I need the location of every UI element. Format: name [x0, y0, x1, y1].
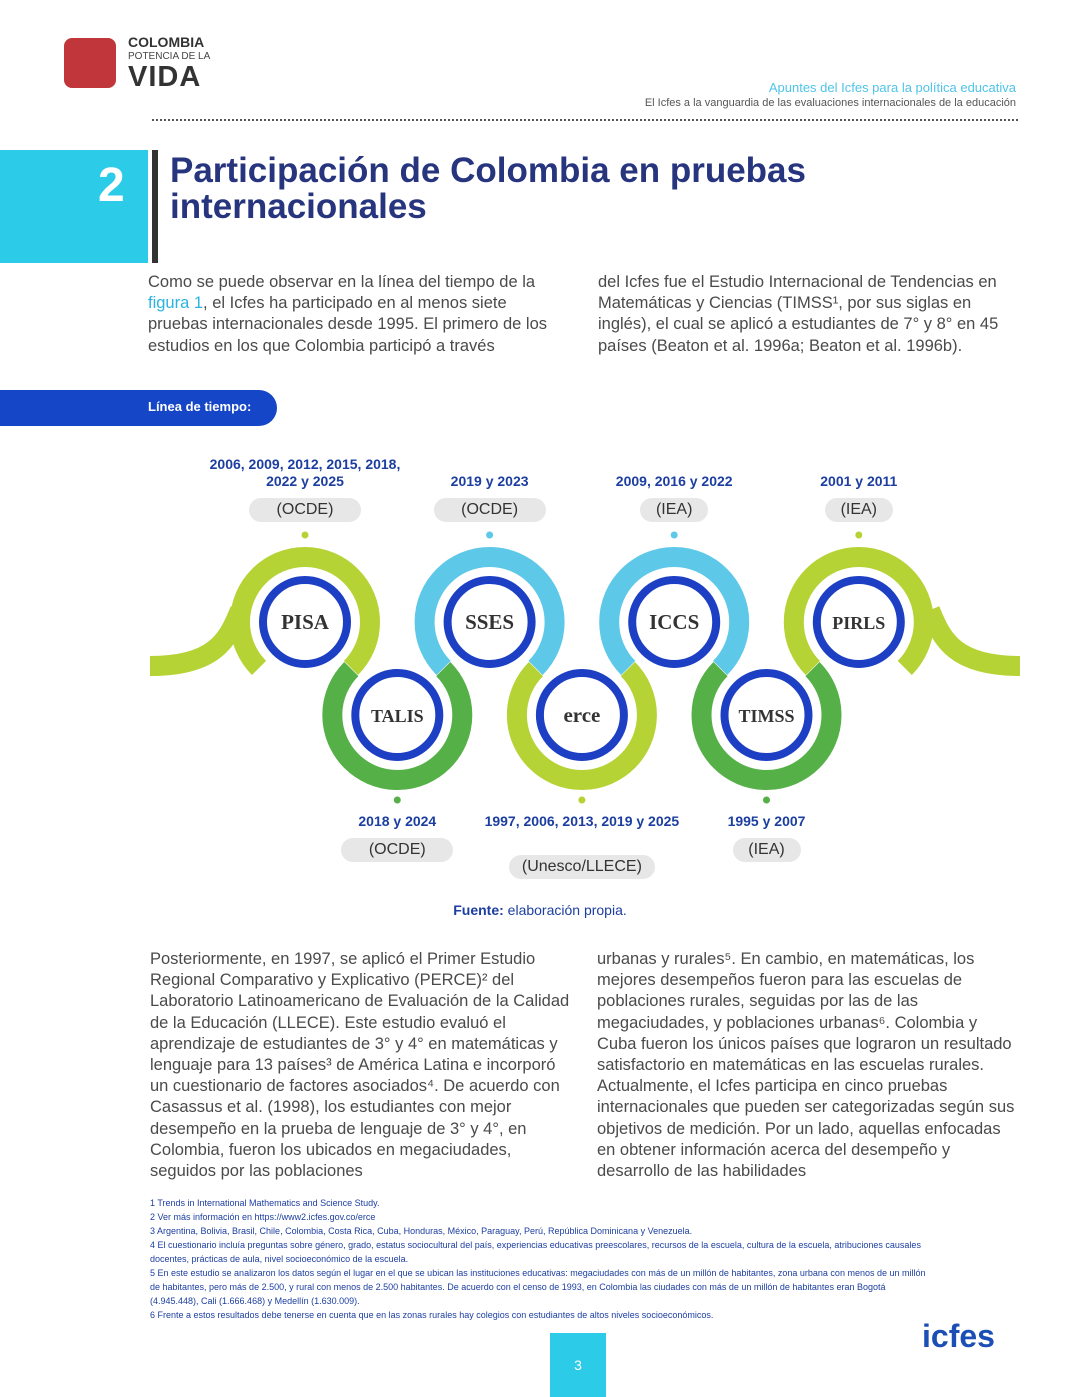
- footnote: 6 Frente a estos resultados debe tenerse en cuenta que en las zonas rurales hay colegios con estudiantes de altos niveles socioeconómicos.: [150, 1310, 714, 1320]
- timeline-dot: [671, 532, 678, 539]
- timss-logo: TIMSS: [738, 706, 795, 726]
- footnote: 3 Argentina, Bolivia, Brasil, Chile, Colombia, Costa Rica, Cuba, Honduras, México, Paraguay, Perú, República Dominicana y Venezuela.: [150, 1226, 693, 1236]
- logo-text: COLOMBIA: [128, 34, 205, 50]
- page-title: Participación de Colombia en pruebas internacionales: [170, 151, 806, 226]
- text: Como se puede observar en la línea del tiempo de la: [148, 273, 536, 291]
- talis-logo: TALIS: [370, 706, 424, 726]
- figure-link[interactable]: figura 1: [148, 294, 204, 313]
- footnote: 1 Trends in International Mathematics and Science Study.: [150, 1198, 380, 1208]
- intro-right: del Icfes fue el Estudio Internacional de Tendencias en Matemáticas y Ciencias (TIMSS¹, por sus siglas en inglés), el cual se aplicó a estudiantes de 7° y 8° en 45 países (Beaton et al. 1996a; Beaton et al. 1996b).: [598, 273, 999, 355]
- timeline-years: 2019 y 2023: [450, 473, 529, 489]
- timeline-track: [930, 610, 1020, 666]
- page-number: 3: [550, 1333, 606, 1397]
- timeline-years: 2006, 2009, 2012, 2015, 2018, 2022 y 2025: [209, 456, 401, 489]
- timeline-org-badge: (OCDE): [249, 498, 361, 522]
- logo-text: POTENCIA DE LA: [128, 51, 211, 62]
- timeline-years: 2018 y 2024: [358, 813, 437, 829]
- timeline-dot: [302, 532, 309, 539]
- timeline-track: [150, 610, 240, 666]
- timeline-org-badge: (IEA): [640, 498, 708, 522]
- timeline-org-badge: (Unesco/LLECE): [509, 855, 655, 879]
- timeline-dot: [855, 532, 862, 539]
- figure-source: [0, 902, 1080, 918]
- body-left: Posteriormente, en 1997, se aplicó el Primer Estudio Regional Comparativo y Explicativo (PERCE)² del Laboratorio Latinoamericano de Evaluación de la Calidad de la Educación (LLECE). Este estudio evaluó el aprendizaje de estudiantes de 3° y 4° en matemáticas y lenguaje para 13 países³ de América Latina e incorporó un cuestionario de factores asociados⁴. De acuerdo con Casassus et al. (1998), los estudiantes con mejor desempeño en la prueba de lenguaje de 3° y 4°, en Colombia, fueron los ubicados en megaciudades, seguidos por las poblaciones: [150, 950, 570, 1181]
- sses-logo: SSES: [465, 610, 515, 634]
- timeline-org-badge: (OCDE): [341, 838, 453, 862]
- footnote: 5 En este estudio se analizaron los datos según el lugar en el que se ubican las instituciones educativas: megaciudades con más de un millón de habitantes, zona urbana con menos de un millón de habitantes, pero más de 2.500, y rural con menos de 2.500 habitantes. De acuerdo con el censo de 1993, en Colombia las ciudades con más de un millón de habitantes eran Bogotá (4.945.448), Cali (1.666.468) y Medellín (1.630.009).: [150, 1268, 926, 1306]
- text: , el Icfes ha participado en al menos siete pruebas internacionales desde 1995. El primero de los estudios en los que Colombia participó a través: [148, 294, 547, 355]
- series-subtitle: El Icfes a la vanguardia de las evaluaciones internacionales de la educación: [644, 97, 1016, 109]
- timeline-dot: [578, 797, 585, 804]
- timeline-label: Línea de tiempo:: [0, 390, 277, 426]
- erce-logo: erce: [563, 703, 601, 727]
- timeline-org-badge: (IEA): [825, 498, 893, 522]
- pirls-logo: PIRLS: [832, 613, 886, 633]
- timeline-years: 1995 y 2007: [727, 813, 806, 829]
- timeline-org-badge: (OCDE): [434, 498, 546, 522]
- series-title: Apuntes del Icfes para la política educativa: [768, 80, 1016, 95]
- timeline-dot: [763, 797, 770, 804]
- source-text: elaboración propia.: [503, 902, 627, 918]
- timeline-years: 1997, 2006, 2013, 2019 y 2025: [484, 813, 680, 829]
- iccs-logo: ICCS: [649, 610, 700, 634]
- icfes-logo: icfes: [922, 1318, 995, 1354]
- timeline-dot: [486, 532, 493, 539]
- pisa-logo: PISA: [281, 610, 329, 634]
- timeline-org-badge: (IEA): [733, 838, 801, 862]
- body-right: urbanas y rurales⁵. En cambio, en matemáticas, los mejores desempeños fueron para las escuelas de poblaciones rurales, seguidas por las de las megaciudades, y poblaciones urbanas⁶. Colombia y Cuba fueron los únicos países que lograron un resultado satisfactorio en matemáticas en las escuelas rurales. Actualmente, el Icfes participa en cinco pruebas internacionales que pueden ser categorizadas según sus objetivos de medición. Por un lado, aquellas enfocadas en obtener información acerca del desempeño y desarrollo de las habilidades: [597, 950, 1015, 1181]
- source-label: Fuente:: [453, 902, 504, 918]
- timeline-dot: [394, 797, 401, 804]
- footnotes: [150, 1196, 930, 1322]
- logo-text: VIDA: [128, 61, 202, 93]
- timeline-years: 2001 y 2011: [820, 473, 898, 489]
- section-number: 2: [98, 159, 125, 212]
- footnote: 2 Ver más información en https://www2.icfes.gov.co/erce: [150, 1212, 376, 1222]
- timeline-years: 2009, 2016 y 2022: [615, 473, 733, 489]
- footnote: 4 El cuestionario incluía preguntas sobre género, grado, estatus sociocultural del país, experiencias educativas preescolares, recursos de la escuela, cultura de la escuela, atribuciones causales docentes, prácticas de aula, nivel socioeconómico de la escuela.: [150, 1240, 921, 1264]
